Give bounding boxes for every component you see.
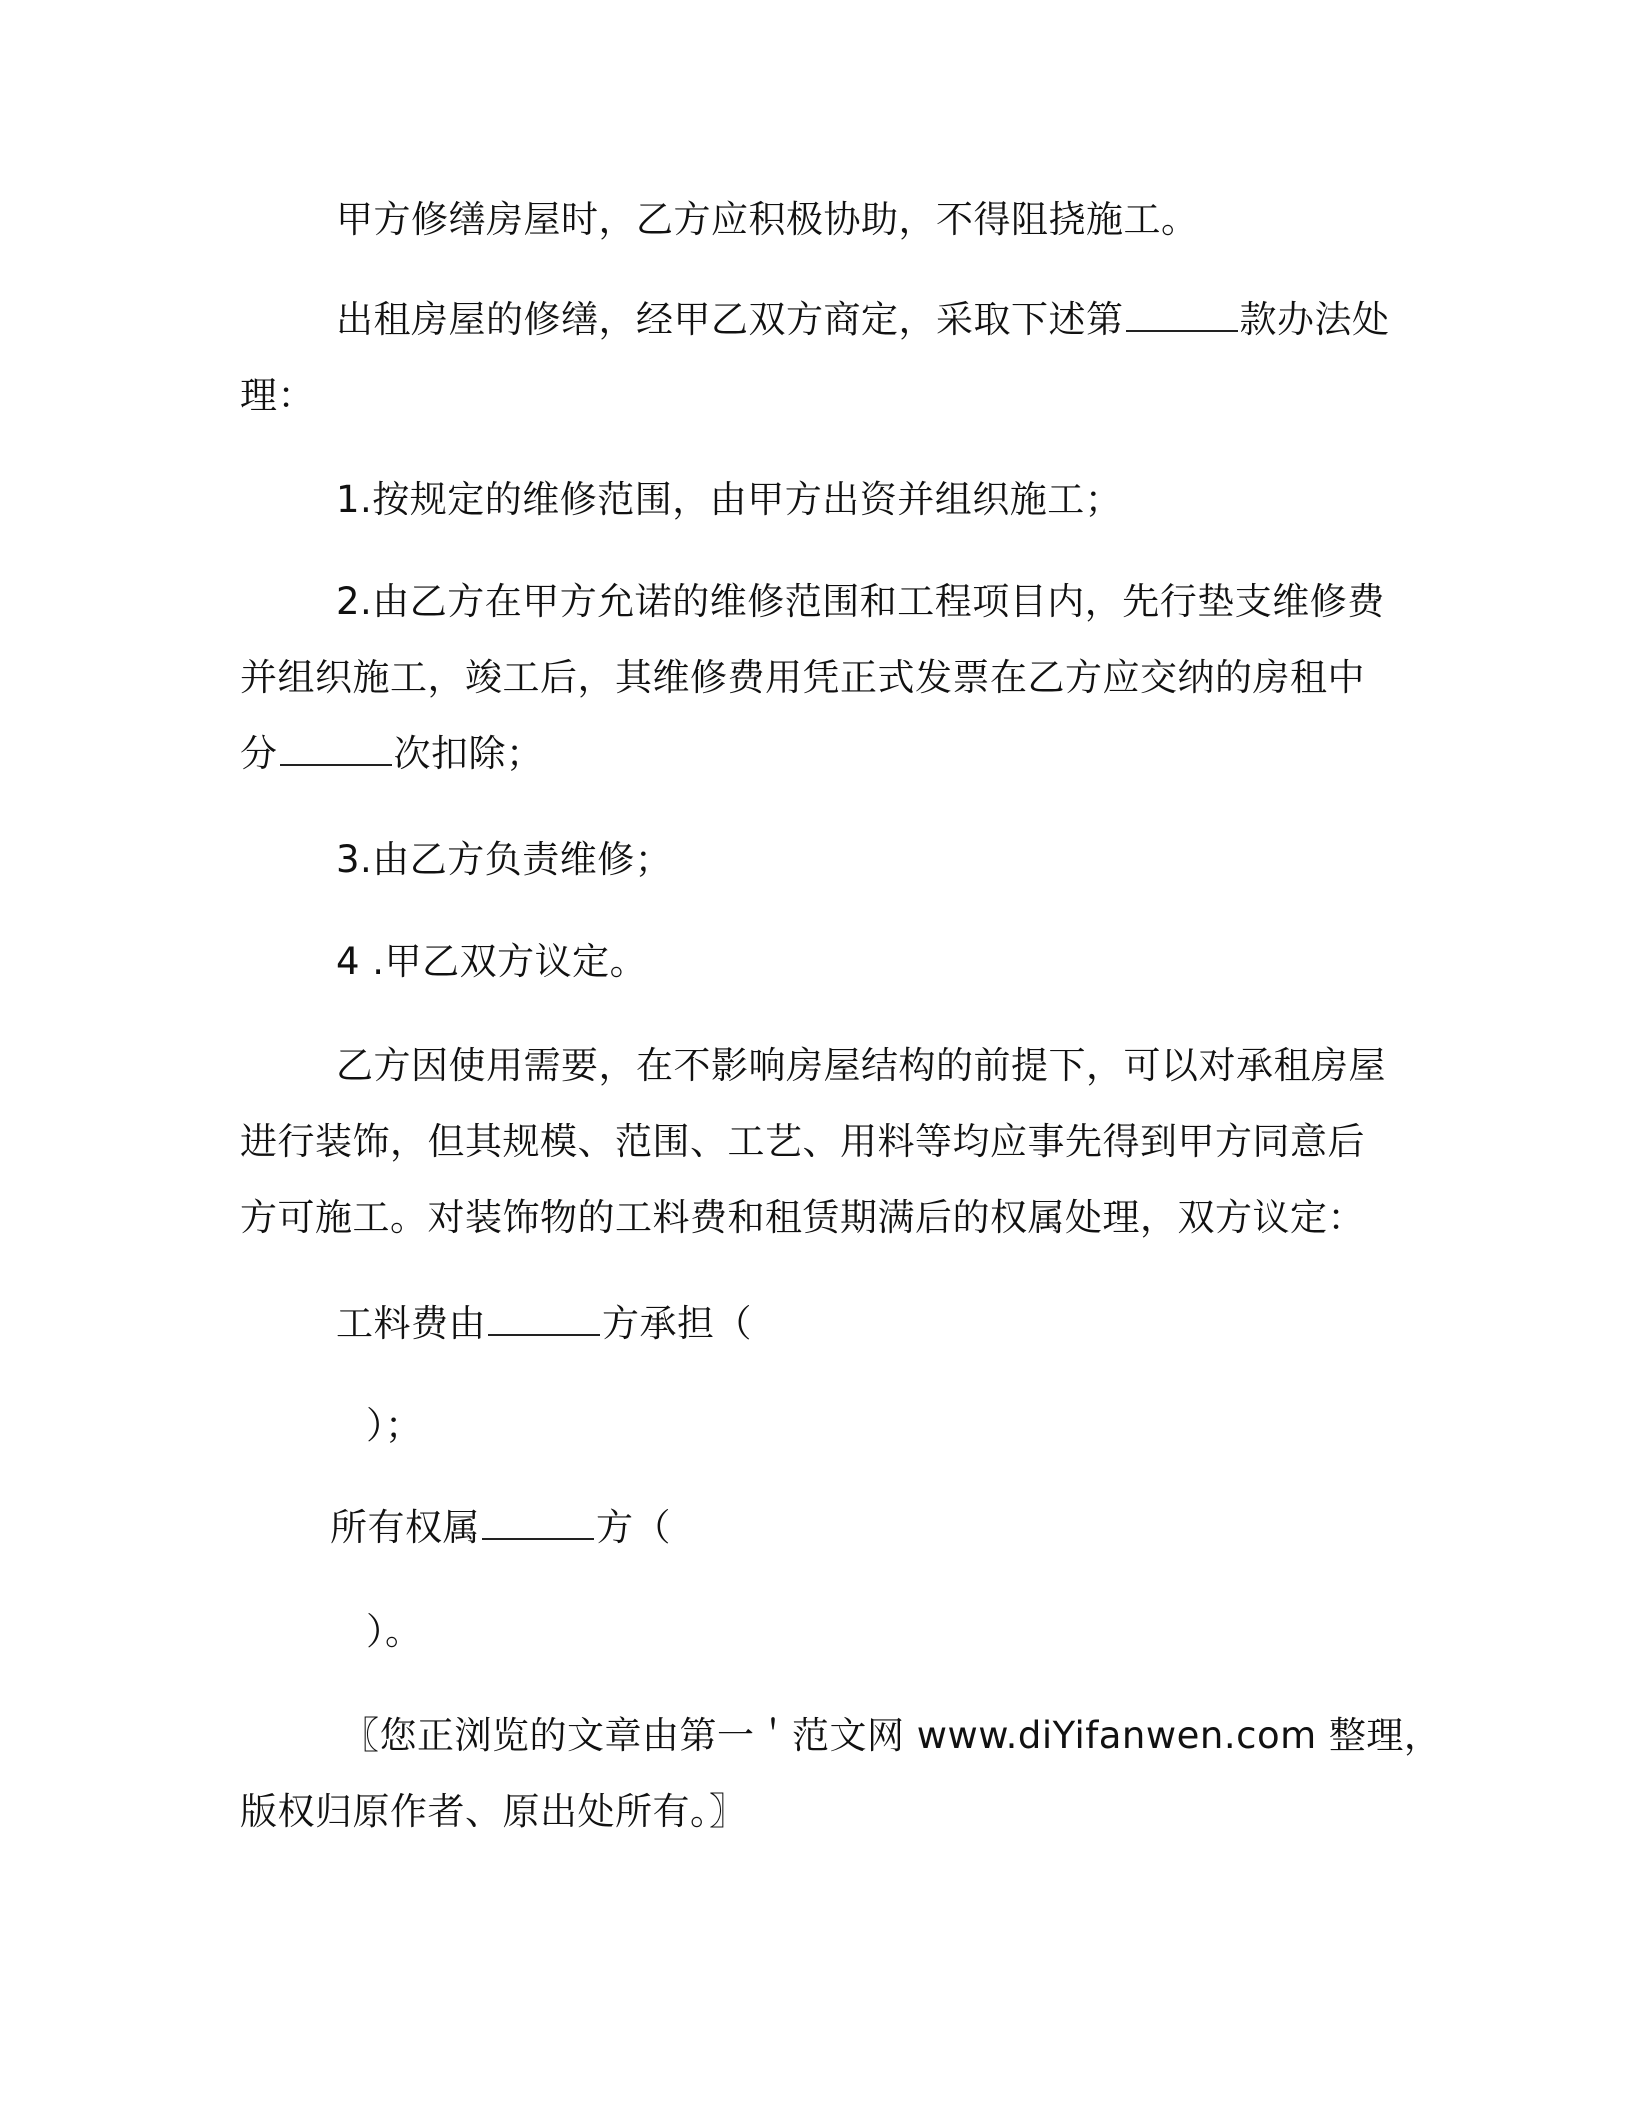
text-line: 乙方因使用需要，在不影响房屋结构的前提下，可以对承租房屋 — [336, 1044, 1386, 1087]
paragraph-repair-method-continued — [240, 372, 315, 420]
blank-installment-count[interactable] — [280, 730, 392, 766]
text-line: 2.由乙方在甲方允诺的维修范围和工程项目内，先行垫支维修费 — [336, 580, 1385, 623]
text-line: 〖您正浏览的文章由第一＇范文网 www.diYifanwen.com 整理， — [342, 1714, 1442, 1757]
clause-material-cost — [336, 1300, 752, 1348]
source-notice — [342, 1712, 1441, 1760]
text-line: 分 — [240, 732, 278, 775]
list-item-option-2 — [336, 578, 1385, 626]
paragraph-decoration-end — [240, 1194, 1365, 1242]
paragraph-decoration-continued — [240, 1118, 1365, 1166]
source-notice-continued — [240, 1788, 747, 1836]
blank-clause-number[interactable] — [1126, 296, 1238, 332]
paragraph-repair-method — [336, 296, 1390, 344]
list-item-option-4 — [336, 938, 647, 986]
text-line: 所有权属 — [330, 1506, 480, 1549]
list-item-option-1 — [336, 476, 1122, 524]
text-line: 工料费由 — [336, 1302, 486, 1345]
text-line: ）。 — [366, 1610, 423, 1653]
text-line: 理： — [240, 374, 315, 417]
text-line: 方可施工。对装饰物的工料费和租赁期满后的权属处理，双方议定： — [240, 1196, 1365, 1239]
text-line: 3.由乙方负责维修； — [336, 838, 673, 881]
text-line: 并组织施工，竣工后，其维修费用凭正式发票在乙方应交纳的房租中 — [240, 656, 1365, 699]
text-line: 次扣除； — [393, 732, 544, 775]
text-line: 款办法处 — [1239, 298, 1390, 341]
blank-cost-bearer[interactable] — [488, 1300, 600, 1336]
paragraph-repair-cooperation — [336, 196, 1199, 244]
text-line: 1.按规定的维修范围，由甲方出资并组织施工； — [336, 478, 1123, 521]
text-line: 进行装饰，但其规模、范围、工艺、用料等均应事先得到甲方同意后 — [240, 1120, 1365, 1163]
list-item-option-3 — [336, 836, 672, 884]
blank-owner-party[interactable] — [482, 1504, 594, 1540]
text-line: 版权归原作者、原出处所有。〗 — [240, 1790, 747, 1833]
text-line: 出租房屋的修缮，经甲乙双方商定，采取下述第 — [336, 298, 1124, 341]
clause-material-cost-close — [366, 1402, 423, 1450]
text-line: 方承担（ — [602, 1302, 752, 1345]
clause-ownership — [330, 1504, 671, 1552]
text-line: 4 .甲乙双方议定。 — [336, 940, 648, 983]
text-line: 方（ — [596, 1506, 671, 1549]
paragraph-decoration — [336, 1042, 1386, 1090]
text-line: 甲方修缮房屋时，乙方应积极协助，不得阻挠施工。 — [336, 198, 1199, 241]
list-item-option-2-continued — [240, 654, 1365, 702]
clause-ownership-close — [366, 1608, 423, 1656]
text-line: ）； — [366, 1404, 423, 1447]
list-item-option-2-end — [240, 730, 544, 778]
